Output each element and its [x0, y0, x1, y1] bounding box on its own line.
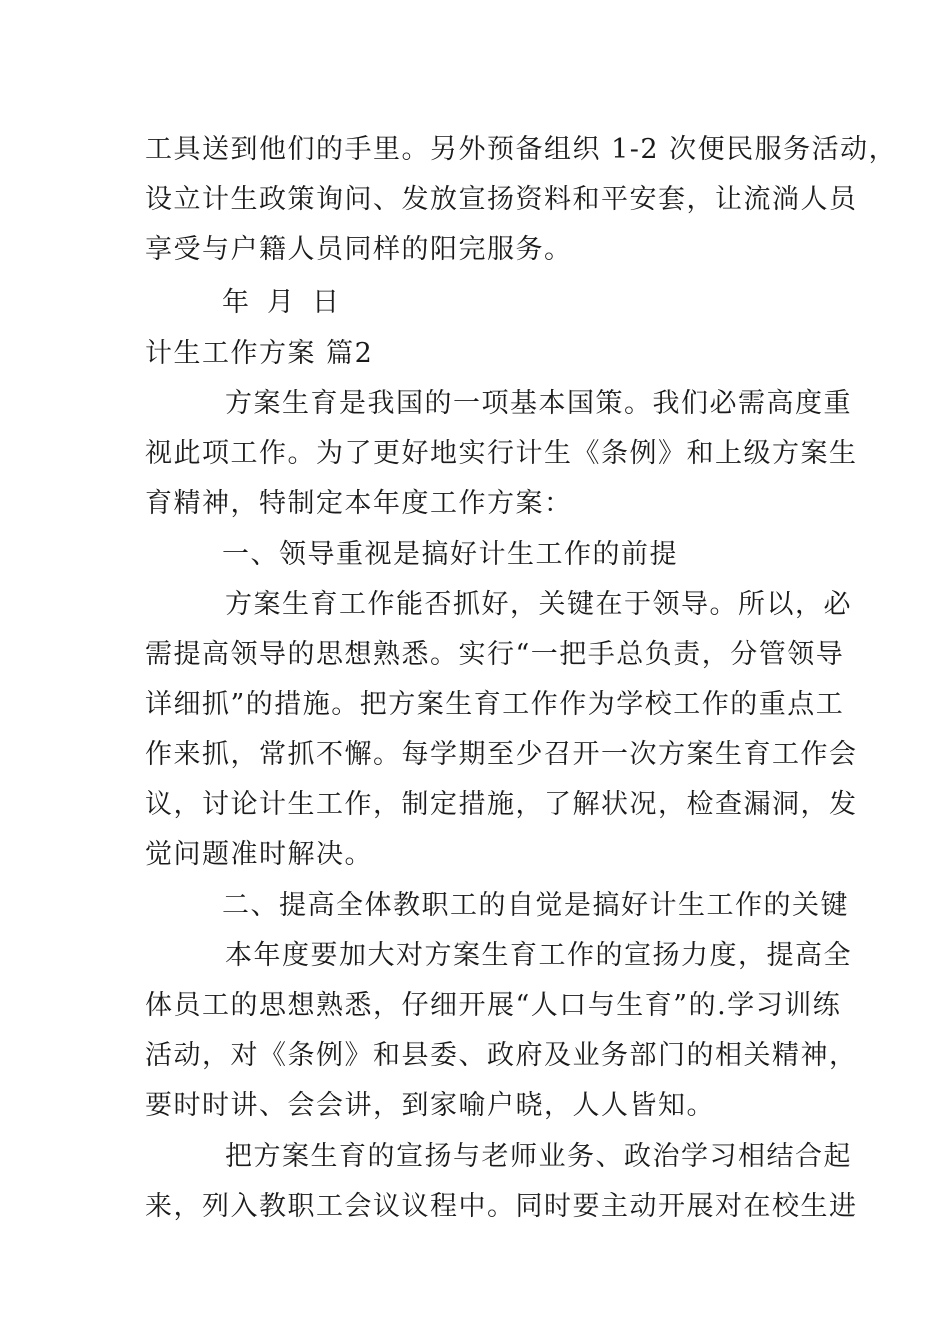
subsection-heading: 一、领导重视是搞好计生工作的前提 [222, 539, 678, 570]
date-month: 月 [267, 287, 294, 318]
paragraph-line: 要时时讲、会会讲，到家喻户晓，人人皆知。 [145, 1090, 715, 1121]
paragraph-line: 作来抓，常抓不懈。每学期至少召开一次方案生育工作会 [145, 739, 858, 770]
section-heading: 计生工作方案 篇2 [145, 338, 374, 369]
paragraph-line: 方案生育是我国的一项基本国策。我们必需高度重 [225, 388, 852, 419]
paragraph-line: 详细抓”的措施。把方案生育工作作为学校工作的重点工 [145, 689, 845, 720]
date-year: 年 [222, 287, 249, 318]
subsection-heading: 二、提高全体教职工的自觉是搞好计生工作的关键 [222, 890, 849, 921]
paragraph-line: 本年度要加大对方案生育工作的宣扬力度，提高全 [225, 940, 852, 971]
paragraph-line: 视此项工作。为了更好地实行计生《条例》和上级方案生 [145, 438, 858, 469]
paragraph-line: 体员工的思想熟悉，仔细开展“人口与生育”的.学习训练 [145, 990, 842, 1021]
paragraph-line: 方案生育工作能否抓好，关键在于领导。所以，必 [225, 589, 852, 620]
paragraph-line: 议，讨论计生工作，制定措施，了解状况，检查漏洞，发 [145, 789, 858, 820]
paragraph-line: 工具送到他们的手里。另外预备组织 1-2 次便民服务活动， [145, 134, 898, 165]
paragraph-line: 育精神，特制定本年度工作方案： [145, 488, 573, 519]
date-line [222, 286, 339, 320]
paragraph-line: 觉问题准时解决。 [145, 839, 373, 870]
date-day: 日 [312, 287, 339, 318]
paragraph-line: 把方案生育的宣扬与老师业务、政治学习相结合起 [225, 1141, 852, 1172]
paragraph-line: 需提高领导的思想熟悉。实行“一把手总负责，分管领导 [145, 639, 845, 670]
paragraph-line: 来，列入教职工会议议程中。同时要主动开展对在校生进 [145, 1191, 858, 1222]
paragraph-line: 活动，对《条例》和县委、政府及业务部门的相关精神， [145, 1040, 858, 1071]
paragraph-line: 享受与户籍人员同样的阳完服务。 [145, 234, 573, 265]
paragraph-line: 设立计生政策询问、发放宣扬资料和平安套，让流淌人员 [145, 184, 858, 215]
